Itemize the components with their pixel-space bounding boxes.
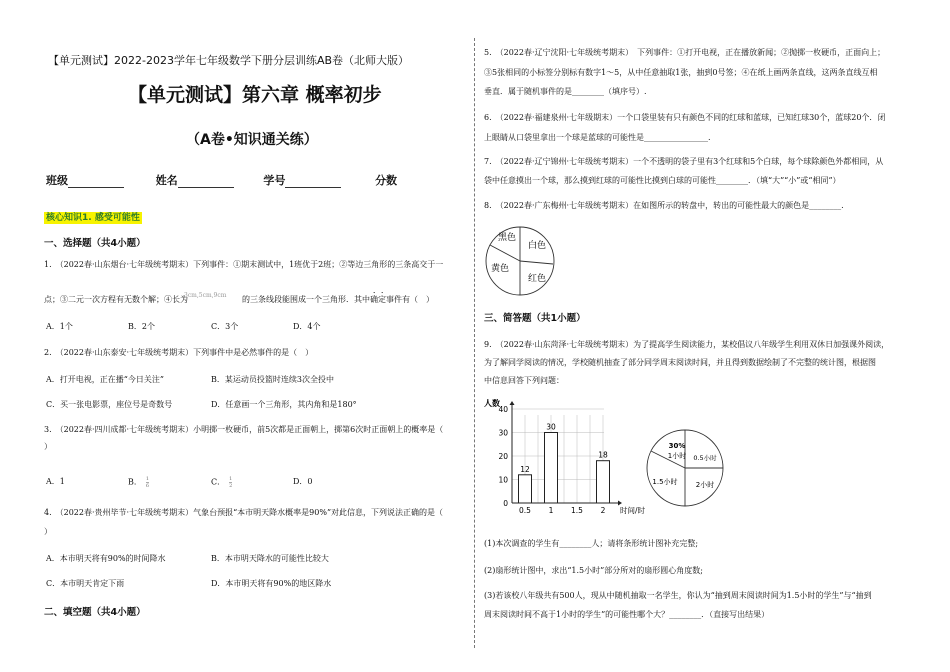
q5-line1: 5. （2022春·辽宁沈阳·七年级统考期末） 下列事件：①打开电视，正在播放新闻；②抛掷一枚硬币，正面向上； (484, 48, 886, 57)
pie-label-2h: 2小时 (695, 481, 715, 489)
q4-option-d[interactable]: D．本市明天将有90%的地区降水 (211, 579, 332, 588)
info-score-label: 分数 (375, 174, 398, 187)
q9-sub3a: (3)若该校八年级共有500人，现从中随机抽取一名学生，你认为“抽到周末阅读时间为1.5小时的学生”与“抽到 (484, 591, 872, 600)
page-subtitle: （A卷•知识通关练） (186, 132, 318, 148)
q3-line1: 3. （2022春·四川成都·七年级统考期末）小明掷一枚硬币，前5次都是正面朝上，掷第6次时正面朝上的概率是（ (44, 425, 444, 434)
bar-ytick-label: 30 (498, 428, 508, 438)
q9-line3: 中信息回答下列问题： (484, 376, 564, 385)
bar-mark (545, 433, 558, 504)
q1-dims: 3cm,5cm,9cm (184, 292, 227, 299)
pie-chart (644, 427, 726, 509)
left-column (0, 0, 474, 672)
q7-line2: 袋中任意摸出一个球，那么摸到红球的可能性比摸到白球的可能性________．（填“大”“小”或“相同”） (484, 176, 841, 185)
class-blank[interactable] (68, 177, 124, 188)
q1-emphasis: 确定 (370, 295, 386, 304)
pie-label-1-5h: 1.5小时 (652, 478, 678, 486)
q2-stem: 2. （2022春·山东泰安·七年级统考期末）下列事件中是必然事件的是（ ） (44, 348, 314, 357)
info-id-label: 学号 (263, 174, 286, 187)
q5-line2: ③5张相同的小标签分别标有数字1～5，从中任意抽取1张，抽到0号签；④在纸上画两条直线，这两条直线互相 (484, 68, 878, 77)
q2-option-a[interactable]: A．打开电视，正在播“今日关注” (46, 375, 164, 384)
q9-sub2: (2)扇形统计图中，求出“1.5小时”部分所对的扇形圆心角度数; (484, 566, 703, 575)
q9-line2: 为了解同学阅读的情况，学校随机抽查了部分同学周末阅读时间，并且得到数据绘制了不完整的统计图，根据图 (484, 358, 876, 367)
section-choice: 一、选择题（共4小题） (44, 238, 146, 249)
spinner-label-red: 红色 (527, 274, 547, 284)
bar-xtick-label: 1.5 (571, 506, 583, 515)
right-column (476, 0, 950, 672)
id-blank[interactable] (285, 177, 341, 188)
spinner-label-white: 白色 (527, 241, 547, 251)
section-answer: 三、简答题（共1小题） (484, 313, 586, 324)
q3-frac-c: $\frac{1}{2}$ (229, 476, 233, 489)
q5-line3: 垂直．属于随机事件的是________（填序号）. (484, 87, 647, 96)
q9-sub3b: 周末阅读时间不高于1小时的学生”的可能性哪个大？________．（直接写出结果） (484, 610, 770, 619)
q9-line1: 9. （2022春·山东菏泽·七年级统考期末）为了提高学生阅读能力，某校倡议八年级学生利用双休日加强课外阅读， (484, 340, 890, 349)
bar-data-label: 30 (546, 422, 556, 432)
info-row (46, 172, 397, 188)
bar-xticks (519, 506, 606, 515)
q4-option-c[interactable]: C．本市明天肯定下雨 (46, 579, 125, 588)
bar-yticks (498, 405, 508, 508)
q4-option-a[interactable]: A．本市明天将有90%的时间降水 (46, 554, 166, 563)
q8-stem: 8. （2022春·广东梅州·七年级统考期末）在如图所示的转盘中，转出的可能性最大的颜色是________. (484, 201, 844, 210)
info-name-label: 姓名 (155, 174, 178, 187)
bar-y-arrow (510, 401, 515, 405)
bar-xtick-label: 1 (548, 506, 554, 515)
pie-label-1h: 1小时 (667, 452, 687, 460)
q4-line1: 4. （2022春·贵州毕节·七年级统考期末）气象台预报“本市明天降水概率是90%”对此信息，下列说法正确的是（ (44, 508, 444, 517)
q3-option-d[interactable]: D．0 (293, 477, 313, 486)
pie-label-0-5h: 0.5小时 (693, 454, 717, 462)
bar-chart (482, 393, 652, 523)
bar-ylabel: 人数 (484, 399, 500, 408)
spinner-label-black: 黑色 (497, 233, 517, 243)
bar-xtick-label: 2 (600, 506, 606, 515)
q6-line1: 6. （2022春·福建泉州·七年级期末）一个口袋里装有只有颜色不同的红球和蓝球，已知红球30个，蓝球20个．闭 (484, 113, 886, 122)
q1-line2: 点；③二元一次方程有无数个解；④长为 3cm,5cm,9cm 的三条线段能围成一个三角形．其中确定事件有（ ） (44, 292, 434, 304)
q2-option-d[interactable]: D．任意画一个三角形，其内角和是180° (211, 400, 357, 409)
q3-option-b[interactable]: B． $\frac{1}{6}$ (128, 476, 150, 489)
q2-option-c[interactable]: C．买一张电影票，座位号是奇数号 (46, 400, 173, 409)
q6-line2: 上眼睛从口袋里拿出一个球是蓝球的可能性是________________. (484, 133, 711, 142)
bar-mark (597, 461, 610, 503)
bar-data-label: 12 (520, 464, 530, 474)
q4-option-b[interactable]: B．本市明天降水的可能性比较大 (211, 554, 329, 563)
q2-option-b[interactable]: B．某运动员投篮时连续3次全投中 (211, 375, 334, 384)
bar-xtick-label: 0.5 (519, 506, 531, 515)
bar-mark (519, 475, 532, 503)
q9-sub1: (1)本次调查的学生有________人；请将条形统计图补充完整; (484, 539, 699, 548)
bar-ytick-label: 0 (503, 499, 508, 508)
q3-line2: ） (44, 442, 52, 451)
q1-option-b[interactable]: B．2个 (128, 322, 155, 331)
bar-xlabel: 时间/时 (620, 506, 646, 515)
bar-ytick-label: 10 (498, 475, 508, 485)
q4-line2: ） (44, 527, 52, 536)
column-divider (474, 38, 475, 648)
q1-option-d[interactable]: D．4个 (293, 322, 321, 331)
q1-option-c[interactable]: C．3个 (211, 322, 239, 331)
page-title: 【单元测试】第六章 概率初步 (128, 84, 382, 106)
page-header: 【单元测试】2022-2023学年七年级数学下册分层训练AB卷（北师大版） (48, 54, 410, 67)
section-fill: 二、填空题（共4小题） (44, 607, 146, 618)
q1-line1: 1. （2022春·山东烟台·七年级统考期末）下列事件：①期末测试中，1班优于2班；②等边三角形的三条高交于一 (44, 260, 444, 269)
q3-option-c[interactable]: C． $\frac{1}{2}$ (211, 476, 233, 489)
core-knowledge-tag: 核心知识1. 感受可能性 (46, 213, 140, 223)
q3-option-a[interactable]: A．1 (46, 477, 65, 486)
q3-frac-b: $\frac{1}{6}$ (145, 476, 150, 489)
spinner-label-yellow: 黄色 (490, 264, 510, 274)
q7-line1: 7. （2022春·辽宁锦州·七年级统考期末）一个不透明的袋子里有3个红球和5个白球，每个球除颜色外都相同，从 (484, 157, 884, 166)
bar-data-label: 18 (598, 450, 608, 460)
pie-label-30pct: 30% (668, 442, 686, 450)
bar-x-arrow (618, 501, 622, 506)
q1-option-a[interactable]: A．1个 (46, 322, 73, 331)
info-class-label: 班级 (46, 174, 68, 187)
bar-ytick-label: 20 (498, 452, 508, 461)
spinner-figure (483, 224, 557, 298)
bar-ytick-label: 40 (498, 405, 508, 414)
name-blank[interactable] (178, 177, 234, 188)
